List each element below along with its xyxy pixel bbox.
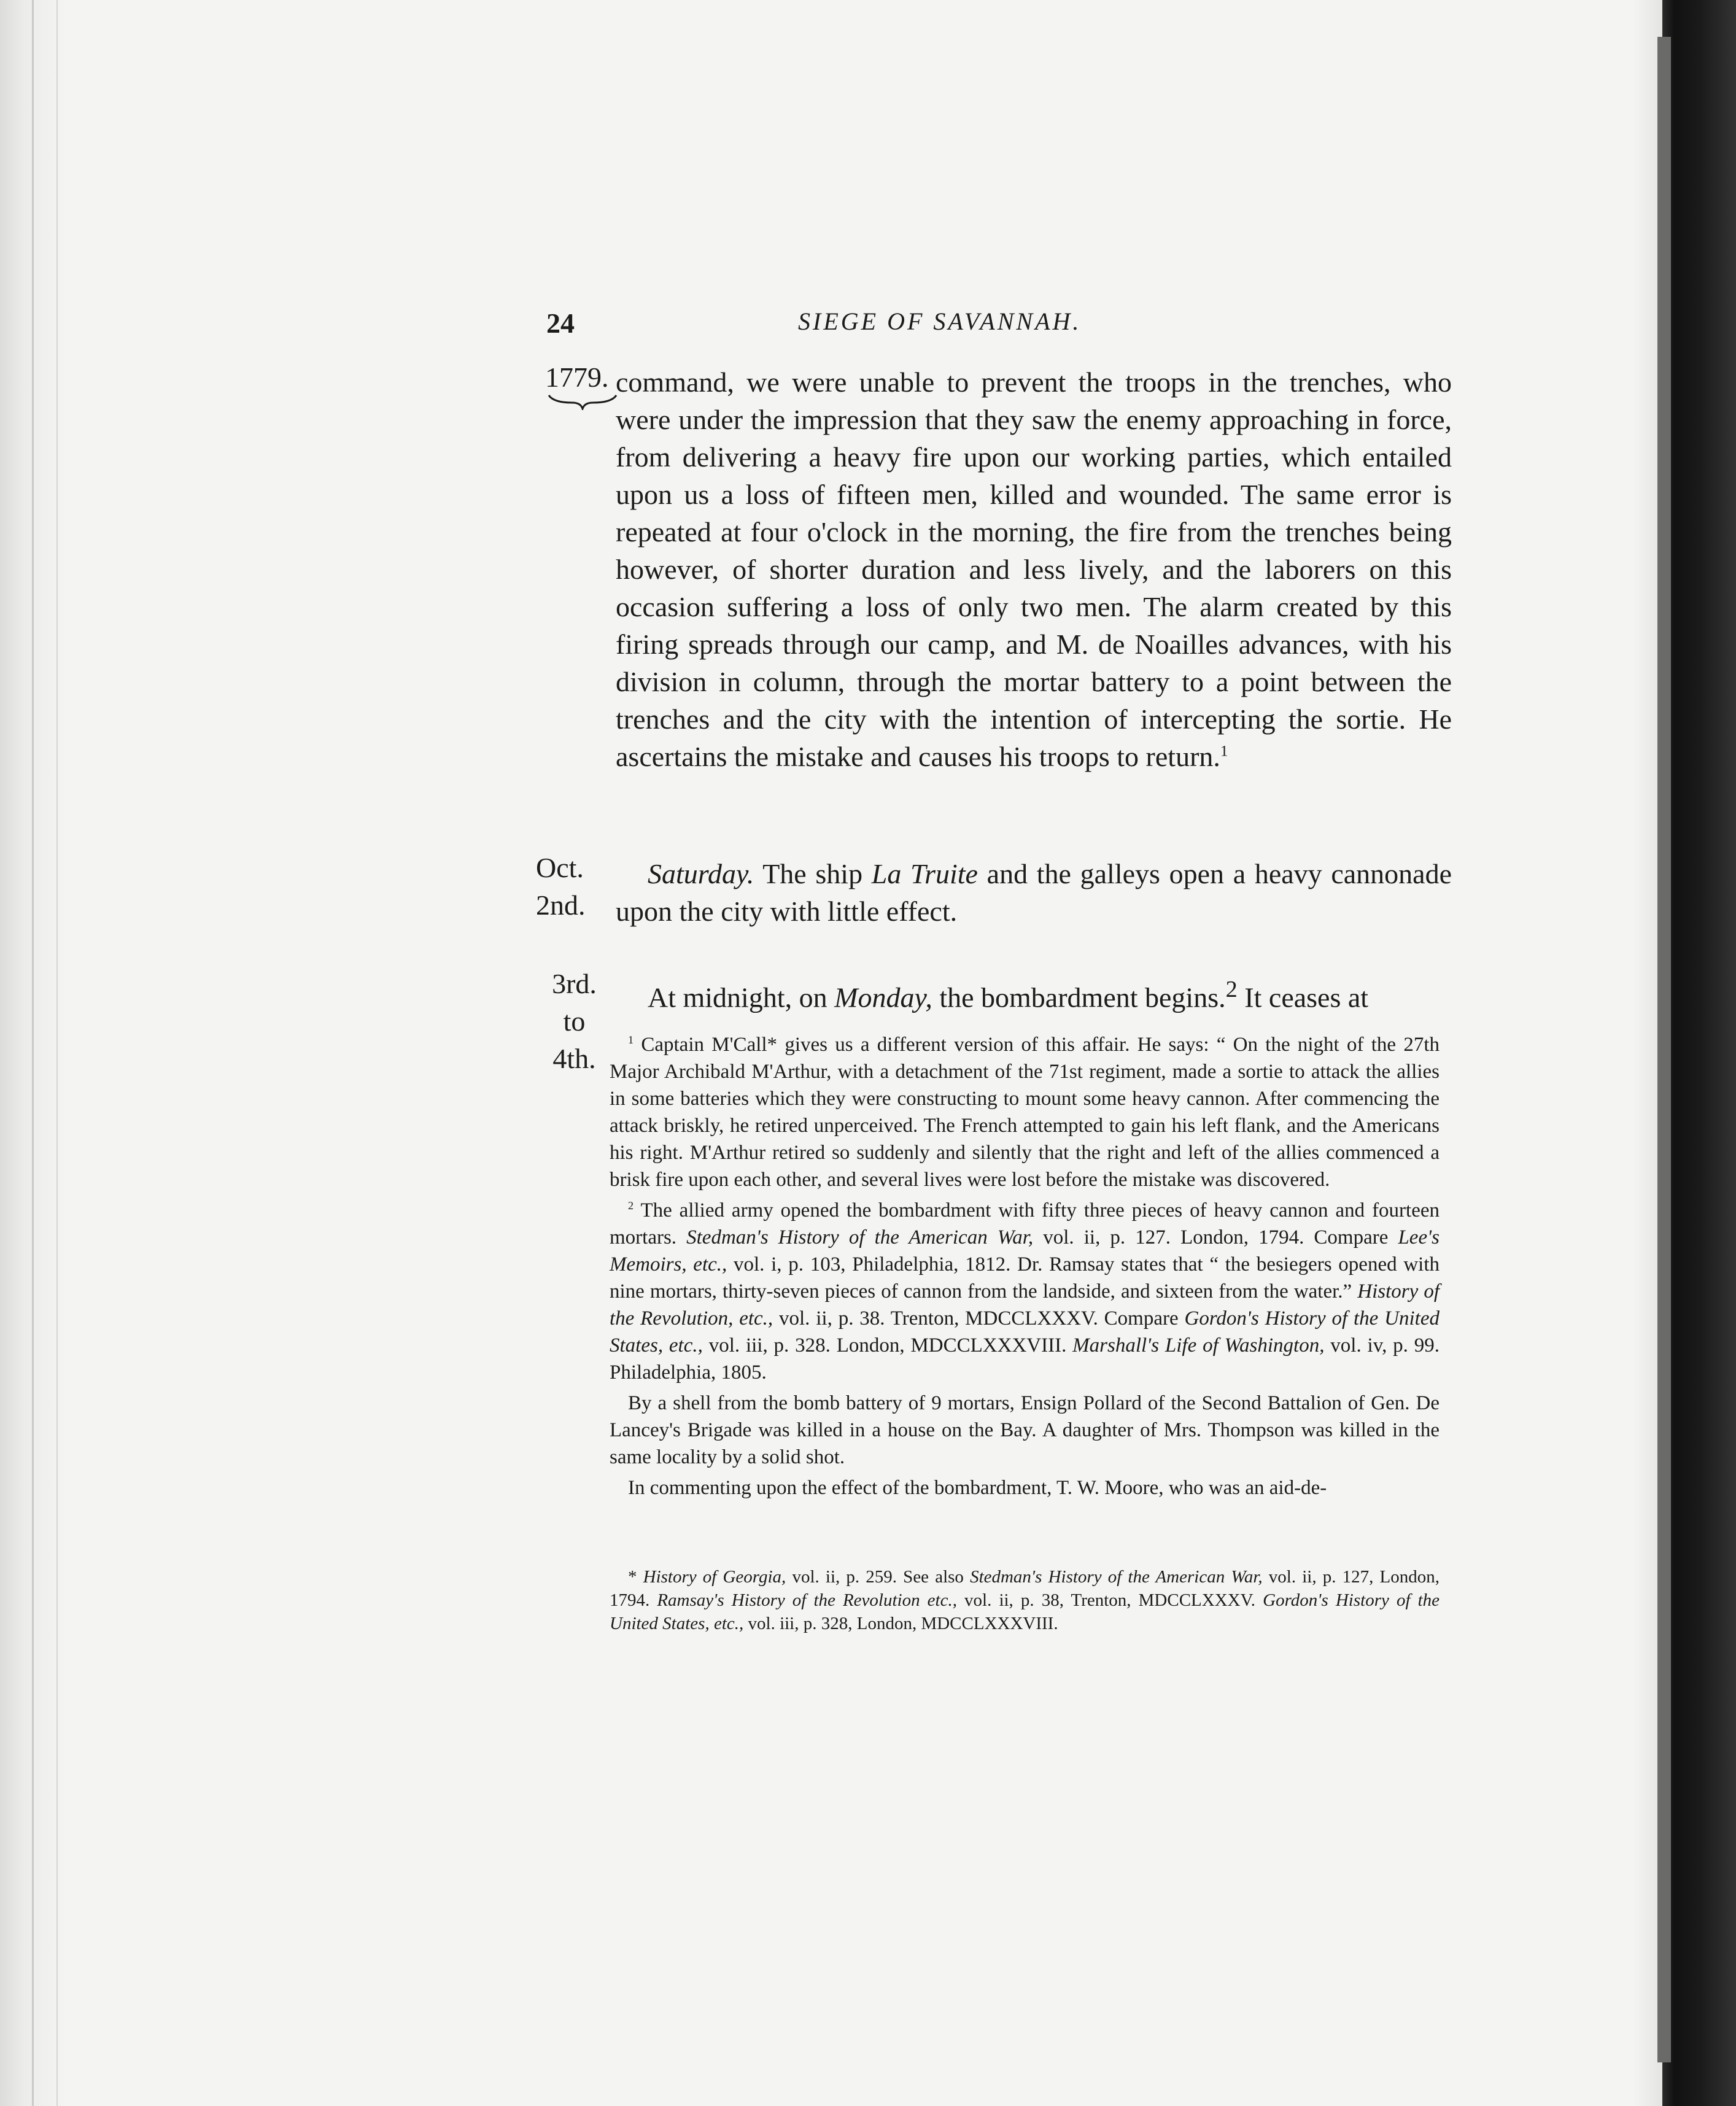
running-title: SIEGE OF SAVANNAH.: [798, 308, 1082, 335]
scan-right-dark-edge: [1662, 0, 1736, 2106]
entry-oct-2nd: Saturday. The ship La Truite and the galleys open a heavy cannonade upon the city with little effect.: [616, 858, 1452, 927]
margin-date-oct-2nd: Oct. 2nd.: [536, 852, 586, 921]
sub-footnote-star: * History of Georgia, vol. ii, p. 259. See also Stedman's History of the American War, vol. ii, p. 127, London, 1794. Ramsay's History of the Revolution etc., vol. ii, p. 38, Trenton, MDCCLXXXV. Gordon's History of the United States, etc., vol. iii, p. 328, London, MDCCLXXXVIII.: [610, 1567, 1440, 1633]
year-brace-icon: [548, 394, 618, 410]
footnote-2-continued: By a shell from the bomb battery of 9 mortars, Ensign Pollard of the Second Battalion of Gen. De Lancey's Brigade was killed in a house on the Bay. A daughter of Mrs. Thompson was killed in the same locality by a solid shot.: [610, 1392, 1440, 1468]
page-number: 24: [546, 308, 575, 339]
main-paragraph: command, we were unable to prevent the troops in the trenches, who were under the impression that they saw the enemy approaching in force, from delivering a heavy fire upon our working parties, which entailed upon us a loss of fifteen men, killed and wounded. The same error is repeated at four o'clock in the morning, the fire from the trenches being however, of shorter duration and less lively, and the laborers on this occasion suffering a loss of only two men. The alarm created by this firing spreads through our camp, and M. de Noailles advances, with his division in column, through the mortar battery to a point between the trenches and the city with the intention of intercepting the sortie. He ascertains the mistake and causes his troops to return.$^1$: [616, 366, 1452, 772]
footnote-2: $^2$ The allied army opened the bombardment with fifty three pieces of heavy cannon and fourteen mortars. Stedman's History of the American War, vol. ii, p. 127. London, 1794. Compare Lee's Memoirs, etc., vol. i, p. 103, Philadelphia, 1812. Dr. Ramsay states that “ the besiegers opened with nine mortars, thirty-seven pieces of cannon from the landside, and sixteen from the water.” History of the Revolution, etc., vol. ii, p. 38. Trenton, MDCCLXXXV. Compare Gordon's History of the United States, etc., vol. iii, p. 328. London, MDCCLXXXVIII. Marshall's Life of Washington, vol. iv, p. 99. Philadelphia, 1805.: [610, 1199, 1440, 1384]
footnote-2-continued-moore: In commenting upon the effect of the bombardment, T. W. Moore, who was an aid-de-: [628, 1477, 1327, 1499]
margin-date-3rd-to-4th: 3rd. to 4th.: [552, 968, 597, 1074]
binding-line: [32, 0, 34, 2106]
footnotes: [610, 1031, 1440, 1505]
margin-year: 1779.: [545, 362, 609, 393]
footnote-1: $^1$ Captain M'Call* gives us a different version of this affair. He says: “ On the night of the 27th Major Archibald M'Arthur, with a detachment of the 71st regiment, made a sortie to attack the allies in some batteries which they were constructing to mount some heavy cannon. After commencing the attack briskly, he retired unperceived. The French attempted to gain his left flank, and the Americans his right. M'Arthur retired so suddenly and silently that the right and left of the allies commenced a brisk fire upon each other, and several lives were lost before the mistake was discovered.: [610, 1034, 1440, 1191]
binding-line-inner: [56, 0, 58, 2106]
scan-right-bar: [1657, 37, 1671, 2062]
entry-3rd-to-4th: At midnight, on Monday, the bombardment begins.$^2$ It ceases at: [648, 977, 1369, 1013]
